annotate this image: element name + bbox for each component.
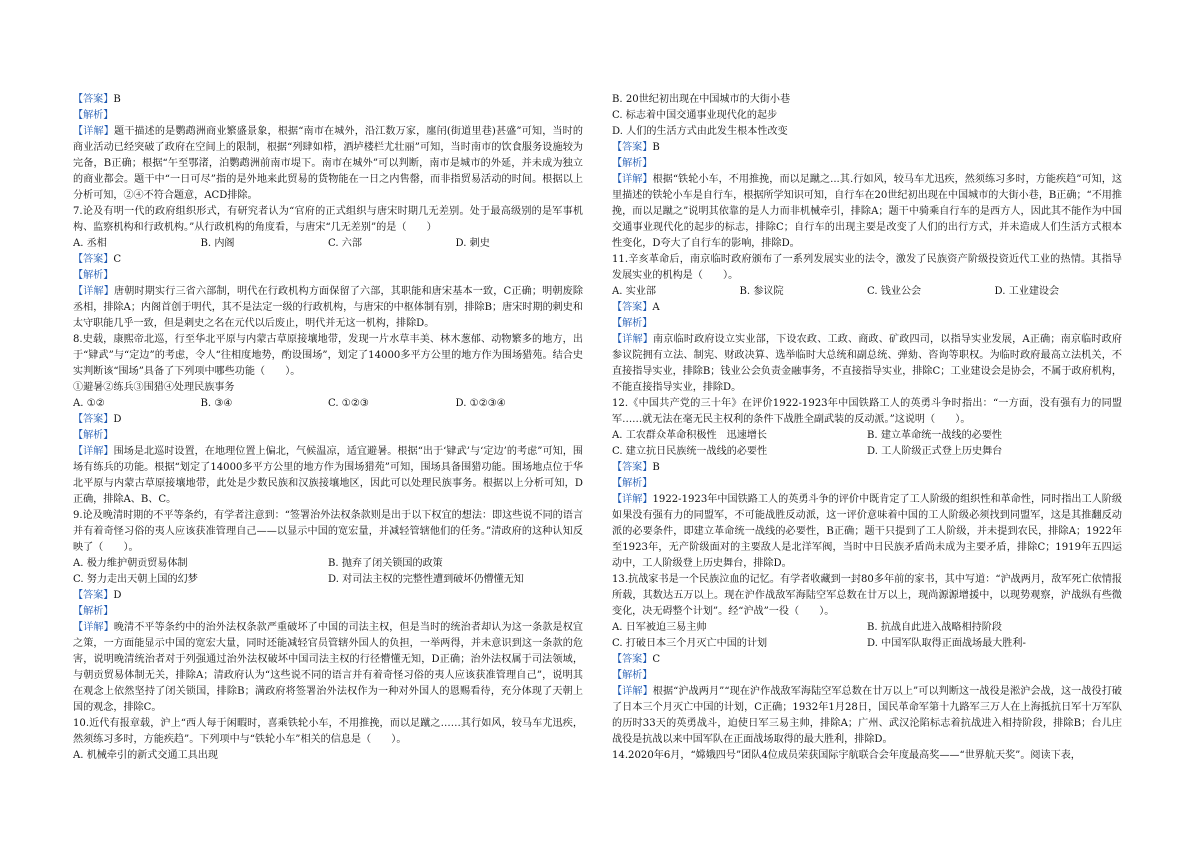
answer-value: B — [652, 462, 660, 473]
answer-line — [612, 460, 1122, 476]
option-a: A. 极力维护朝贡贸易体制 — [73, 558, 188, 569]
option-d: D. 人们的生活方式由此发生根本性改变 — [612, 126, 788, 137]
detail-text: 南京临时政府设立实业部，下设农政、工政、商政、矿政四司，以指导实业发展，A正确；南京临时政府参议院拥有立法、制宪、财政决算、选举临时大总统和副总统、弹劾、咨询等职权。为临时政府最高立法机关，不直接指导实业，排除B；钱业公会负责金融事务，不直接指导实业，排除C；工业建设会是协会，不属于政府机构，不能直接指导实业，排除D。 — [612, 334, 1122, 393]
answer-tag: 【答案】 — [73, 590, 114, 601]
option-d: D. 对司法主权的完整性遭到破坏仍懵懂无知 — [328, 574, 524, 585]
option-b: B. 内阁 — [200, 238, 235, 249]
question-options — [612, 444, 1122, 460]
option-d: D. 工业建设会 — [994, 286, 1060, 297]
answer-value: C — [113, 254, 122, 265]
option-c: C. 钱业公会 — [867, 286, 922, 297]
question-options — [612, 636, 1122, 652]
analysis-tag: 【解析】 — [73, 430, 114, 441]
detail-paragraph — [73, 124, 583, 204]
question-options — [73, 556, 583, 572]
detail-tag: 【详解】 — [612, 174, 653, 185]
question-options — [612, 284, 1122, 300]
option-c: C. 努力走出天朝上国的幻梦 — [73, 574, 198, 585]
question-stem: 7.论及有明一代的政府组织形式，有研究者认为“官府的正式组织与唐宋时期几无差别。处于最高级别的是军事机构、监察机构和行政机构。”从行政机构的角度看，与唐宋“几无差别”的是（ ） — [73, 206, 583, 233]
option-c: C. 打破日本三个月灭亡中国的计划 — [612, 638, 768, 649]
answer-line — [73, 92, 583, 108]
detail-text: 1922-1923年中国铁路工人的英勇斗争的评价中既肯定了工人阶级的组织性和革命性，同时指出工人阶级如果没有强有力的同盟军，不可能战胜反动派，这一评价意味着中国的工人阶级必须找到同盟军，这是其推翻反动派的必要条件，即建立革命统一战线的必要性，B正确；题干只提到了工人阶级，并未提到农民，排除A；1922年至1923年，无产阶级面对的主要敌人是北洋军阀，当时中日民族矛盾尚未成为主要矛盾，排除C；1919年五四运动中，工人阶级登上历史舞台，排除D。 — [612, 494, 1122, 569]
option-a: A. 机械牵引的新式交通工具出现 — [73, 750, 218, 761]
answer-value: B — [113, 94, 121, 105]
option-a: A. 日军被迫三易主帅 — [612, 622, 707, 633]
answer-tag: 【答案】 — [73, 94, 114, 105]
question-stem: 11.辛亥革命后，南京临时政府颁布了一系列发展实业的法令，激发了民族资产阶级投资近代工业的热情。其指导发展实业的机构是（ ）。 — [612, 254, 1122, 281]
detail-tag: 【详解】 — [612, 686, 653, 697]
question-items: ①避暑②练兵③围猎④处理民族事务 — [73, 382, 235, 393]
analysis-tag: 【解析】 — [612, 670, 653, 681]
analysis-tag: 【解析】 — [73, 606, 114, 617]
answer-line — [612, 300, 1122, 316]
option-a: A. 实业部 — [612, 286, 656, 297]
answer-value: B — [652, 142, 660, 153]
question-stem: 13.抗战家书是一个民族泣血的记忆。有学者收藏到一封80多年前的家书，其中写道：“沪战两月，敌军死亡依情报所载，其数达五万以上。现在沪作战敌军海陆空军总数在廿万以上，现尚源源增援中，以现势观察，沪战纵有些微变化，决无碍整个计划”。经“沪战”一役（ ）。 — [612, 574, 1122, 617]
question-options — [73, 236, 583, 252]
left-column — [73, 92, 583, 764]
option-c: C. 六部 — [328, 238, 362, 249]
option-a: A. ①② — [73, 398, 105, 409]
option-b: B. ③④ — [200, 398, 233, 409]
answer-line — [612, 652, 1122, 668]
analysis-tag: 【解析】 — [73, 110, 114, 121]
option-c: C. 标志着中国交通事业现代化的起步 — [612, 110, 778, 121]
detail-text: 题干描述的是鹦鹉洲商业繁盛景象，根据“南市在城外，沿江数万家，廛闬(街道里巷)甚盛”可知，当时的商业活动已经突破了政府在空间上的限制，根据“列肆如栉，酒垆楼栏尤壮丽”可知，当时南市的饮食服务设施较为完备，B正确；根据“午至鄂渚，泊鹦鹉洲前南市堤下。南市在城外”可以判断，南市是城市的外延，并未成为独立的商业都会。题干中“一日可尽”指的是外地来此贸易的货物能在一日之内售罄，而非指贸易活动的时间。根据以上分析可知，②④不符合题意，ACD排除。 — [73, 126, 583, 201]
detail-paragraph — [73, 284, 583, 332]
answer-value: D — [113, 414, 122, 425]
answer-tag: 【答案】 — [73, 254, 114, 265]
analysis-tag: 【解析】 — [73, 270, 114, 281]
option-b: B. 抗战自此进入战略相持阶段 — [867, 622, 1002, 633]
answer-tag: 【答案】 — [612, 462, 653, 473]
option-b: B. 20世纪初出现在中国城市的大街小巷 — [612, 94, 791, 105]
detail-paragraph — [612, 492, 1122, 572]
option-c: C. 建立抗日民族统一战线的必要性 — [612, 446, 768, 457]
detail-paragraph — [73, 444, 583, 508]
detail-paragraph — [612, 684, 1122, 748]
question-stem: 14.2020年6月，“嫦娥四号”团队4位成员荣获国际宇航联合会年度最高奖——“世界航天奖”。阅读下表， — [612, 750, 1081, 761]
detail-paragraph — [612, 172, 1122, 252]
option-d: D. ①②③④ — [455, 398, 506, 409]
right-column — [612, 92, 1122, 764]
option-b: B. 抛弃了闭关锁国的政策 — [328, 558, 443, 569]
option-a: A. 工农群众革命积极性 迅速增长 — [612, 430, 768, 441]
answer-value: A — [652, 302, 660, 313]
detail-tag: 【详解】 — [73, 286, 115, 297]
option-c: C. ①②③ — [328, 398, 369, 409]
answer-line — [612, 140, 1122, 156]
analysis-tag: 【解析】 — [612, 478, 653, 489]
answer-tag: 【答案】 — [612, 654, 653, 665]
answer-value: C — [652, 654, 661, 665]
analysis-tag: 【解析】 — [612, 158, 653, 169]
question-options — [612, 620, 1122, 636]
option-d: D. 刺史 — [455, 238, 490, 249]
option-d: D. 工人阶级正式登上历史舞台 — [867, 446, 1003, 457]
question-stem: 10.近代有报章载，沪上“西人每于闲暇时，喜乘铁轮小车，不用推挽，而以足蹴之……其行如风，较马车尤迅疾，然须练习多时，方能疾趋”。下列项中与“铁轮小车”相关的信息是（ ）。 — [73, 718, 583, 745]
detail-paragraph — [612, 332, 1122, 396]
answer-line — [73, 588, 583, 604]
detail-text: 晚清不平等条约中的治外法权条款严重破坏了中国的司法主权，但是当时的统治者却认为这一条款是权宜之策，一方面能显示中国的宽宏大量，同时还能减轻官员管辖外国人的负担，一举两得，并未意识到这一条款的危害，说明晚清统治者对于列强通过治外法权破坏中国司法主权的行径懵懂无知，D正确；治外法权属于司法领域，与朝贡贸易体制无关，排除A；清政府认为“这些说不同的语言并有着奇怪习俗的夷人应该获准管理自己”，说明其在观念上依然坚持了闭关锁国，排除B；满政府将签署治外法权作为一种对外国人的恩赐看待，充分体现了天朝上国的观念，排除C。 — [73, 622, 584, 713]
question-options — [73, 572, 583, 588]
option-b: B. 参议院 — [739, 286, 784, 297]
detail-tag: 【详解】 — [73, 446, 114, 457]
detail-text: 根据“沪战两月”“现在沪作战敌军海陆空军总数在廿万以上”可以判断这一战役是淞沪会战，这一战役打破了日本三个月灭亡中国的计划，C正确；1932年1月28日，国民革命军第十九路军三万人在上海抵抗日军十万军队的历时33天的英勇战斗，迫使日军三易主帅，排除A；广州、武汉沦陷标志着抗战进入相持阶段，排除B；台儿庄战役是抗战以来中国军队在正面战场取得的最大胜利，排除D。 — [612, 686, 1122, 745]
answer-tag: 【答案】 — [612, 142, 653, 153]
detail-text: 唐朝时期实行三省六部制，明代在行政机构方面保留了六部，其职能和唐宋基本一致，C正确；明朝废除丞相，排除A；内阁首创于明代，其不是法定一级的行政机构，与唐宋的中枢体制有别，排除B；唐宋时期的刺史和太守职能几乎一致，但是刺史之名在元代以后废止，明代并无这一机构，排除D。 — [73, 286, 584, 329]
question-stem: 8.史载，康熙帝北巡，行至华北平原与内蒙古草原接壤地带，发现一片水草丰美、林木葱郁、动物繁多的地方，出于“肄武”与“定边”的考虑，令人“往相度地势，酌设围场”，划定了14000多平方公里的地方作为围场猎苑。结合史实判断该“围场”具备了下列项中哪些功能（ ）。 — [73, 334, 583, 377]
answer-value: D — [113, 590, 122, 601]
detail-text: 根据“铁轮小车，不用推挽，而以足蹴之...其.行如风，较马车尤迅疾，然须练习多时，方能疾趋”可知，这里描述的铁轮小车是自行车，根据所学知识可知，自行车在20世纪初出现在中国城市的大街小巷，B正确；“不用推挽，而以足蹴之”说明其依靠的是人力而非机械牵引，排除A；题干中骑乘自行车的是西方人，因此其不能作为中国交通事业现代化的起步的标志，排除C；自行车的出现主要是改变了人们的出行方式，并未造成人们生活方式根本性变化，D夸大了自行车的影响，排除D。 — [612, 174, 1122, 249]
question-stem: 12.《中国共产党的三十年》在评价1922-1923年中国铁路工人的英勇斗争时指出：“一方面，没有强有力的同盟军……就无法在毫无民主权利的条件下战胜全副武装的反动派。”这说明（ ）。 — [612, 398, 1122, 425]
option-d: D. 中国军队取得正面战场最大胜利- — [867, 638, 1026, 649]
analysis-tag: 【解析】 — [612, 318, 653, 329]
question-options — [612, 428, 1122, 444]
answer-tag: 【答案】 — [73, 414, 114, 425]
detail-tag: 【详解】 — [73, 126, 114, 137]
detail-tag: 【详解】 — [73, 622, 114, 633]
option-a: A. 丞相 — [73, 238, 107, 249]
detail-tag: 【详解】 — [612, 494, 653, 505]
answer-tag: 【答案】 — [612, 302, 653, 313]
detail-paragraph — [73, 620, 583, 716]
answer-line — [73, 412, 583, 428]
question-options — [73, 396, 583, 412]
detail-tag: 【详解】 — [612, 334, 654, 345]
detail-text: 围场是北巡时设置，在地理位置上偏北，气候温凉，适宜避暑。根据“出于‘肄武’与‘定边’的考虑”可知，围场有练兵的功能。根据“划定了14000多平方公里的地方作为围场猎苑”可知，围场具备围猎功能。围场地点位于华北平原与内蒙古草原接壤地带，此处是少数民族和汉族接壤地区，因此可以处理民族事务。根据以上分析可知，D正确，排除A、B、C。 — [73, 446, 584, 505]
answer-line — [73, 252, 583, 268]
option-b: B. 建立革命统一战线的必要性 — [867, 430, 1002, 441]
question-stem: 9.论及晚清时期的不平等条约，有学者注意到：“签署治外法权条款则是出于以下权宜的想法：即这些说不同的语言并有着奇怪习俗的夷人应该获准管理自己——以显示中国的宽宏量，并减轻管辖他们的任务。”清政府的这种认知反映了（ ）。 — [73, 510, 583, 553]
